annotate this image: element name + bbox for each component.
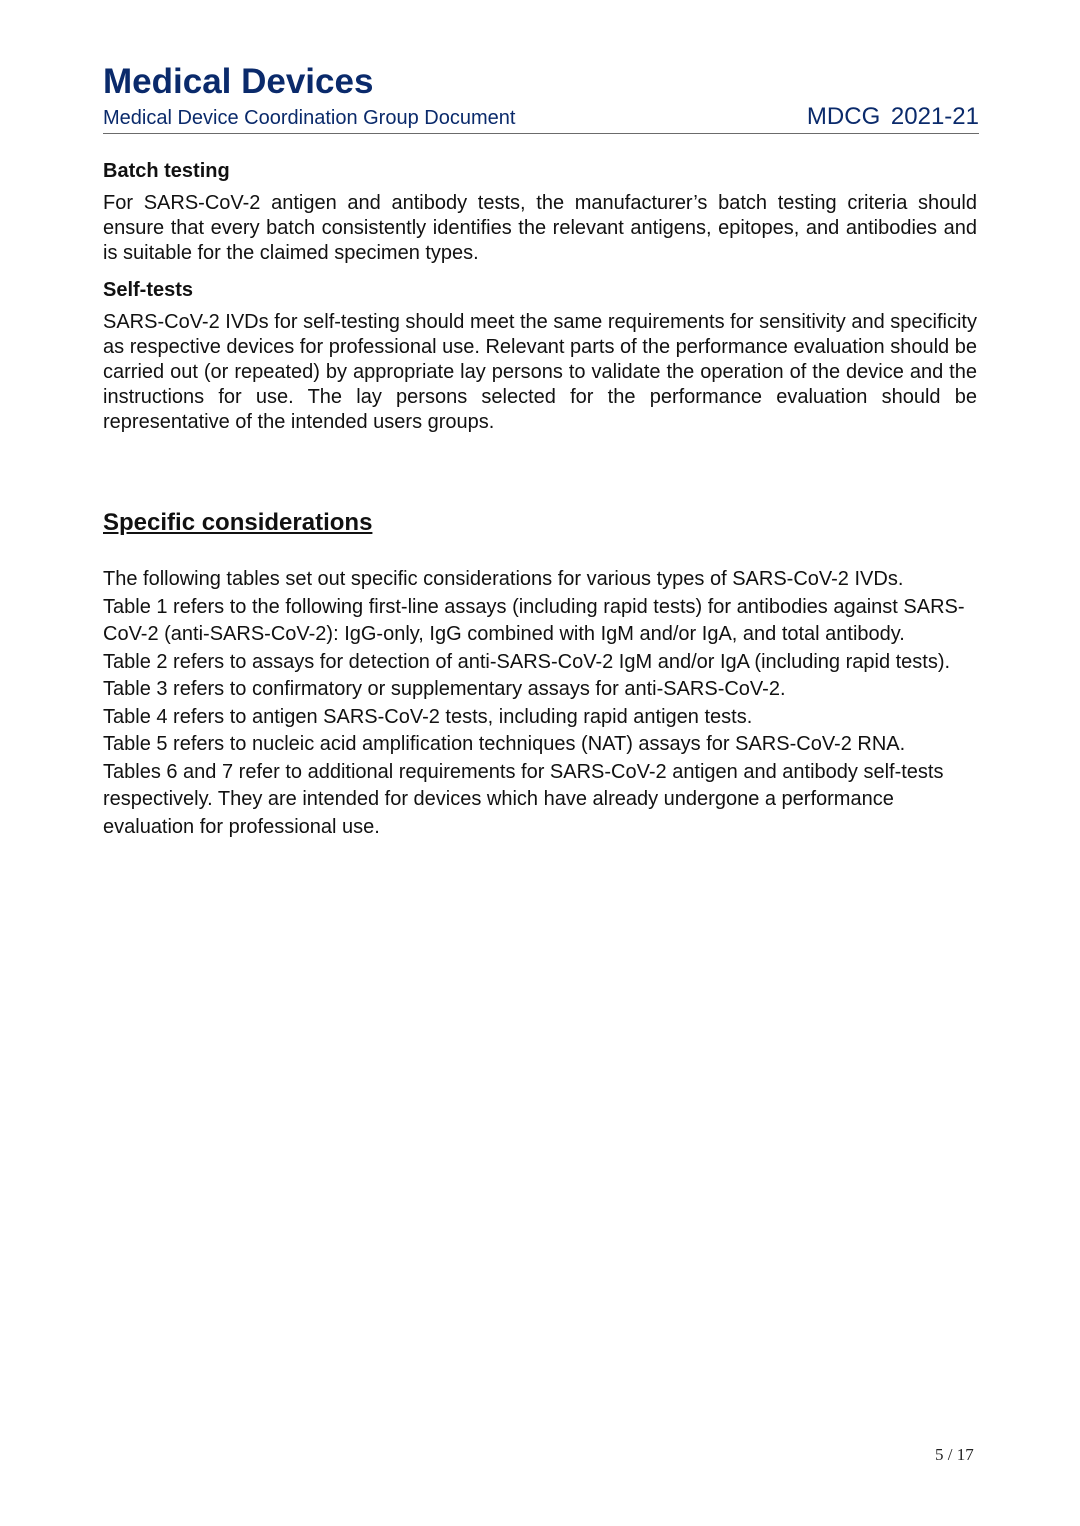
specific-considerations-heading: Specific considerations [103, 509, 373, 536]
specific-considerations-list [103, 566, 977, 841]
list-item: Table 2 refers to assays for detection of anti-SARS-CoV-2 IgM and/or IgA (including rapid tests). [103, 650, 951, 673]
brand-title: Medical Devices [103, 62, 374, 101]
page-number: 5 / 17 [935, 1445, 974, 1464]
list-item: Tables 6 and 7 refer to additional requirements for SARS-CoV-2 antigen and antibody self-tests respectively. They are intended for devices which have already undergone a performance evaluation for professional use. [103, 760, 944, 838]
header-subrow [103, 104, 979, 131]
list-item: The following tables set out specific considerations for various types of SARS-CoV-2 IVDs. [103, 568, 904, 590]
list-item: Table 3 refers to confirmatory or supplementary assays for anti-SARS-CoV-2. [103, 678, 786, 700]
document-id: MDCG 2021-21 [806, 103, 979, 130]
header-divider [103, 133, 979, 134]
section-heading: Batch testing [103, 160, 230, 182]
document-subtitle: Medical Device Coordination Group Document [103, 107, 516, 129]
page-content [103, 157, 977, 838]
section-heading: Self-tests [103, 279, 194, 301]
section-self-tests [103, 276, 977, 435]
section-body: SARS-CoV-2 IVDs for self-testing should meet the same requirements for sensitivity and specificity as respective devices for professional use. Relevant parts of the performance evaluation should be carried out (or repeated) by appropriate lay persons to validate the operation of the device and the instructions for use. The lay persons selected for the performance evaluation should be representative of the intended users groups. [103, 311, 977, 433]
section-batch-testing [103, 157, 977, 266]
section-body: For SARS-CoV-2 antigen and antibody tests, the manufacturer’s batch testing criteria should ensure that every batch consistently identifies the relevant antigens, epitopes, and antibodies and is suitable for the claimed specimen types. [103, 192, 977, 264]
list-item: Table 1 refers to the following first-line assays (including rapid tests) for antibodies against SARS-CoV-2 (anti-SARS-CoV-2): IgG-only, IgG combined with IgM and/or IgA, and total antibody. [103, 595, 965, 645]
page-header [103, 62, 979, 134]
list-item: Table 5 refers to nucleic acid amplification techniques (NAT) assays for SARS-CoV-2 RNA. [103, 733, 906, 755]
list-item: Table 4 refers to antigen SARS-CoV-2 tests, including rapid antigen tests. [103, 705, 753, 728]
